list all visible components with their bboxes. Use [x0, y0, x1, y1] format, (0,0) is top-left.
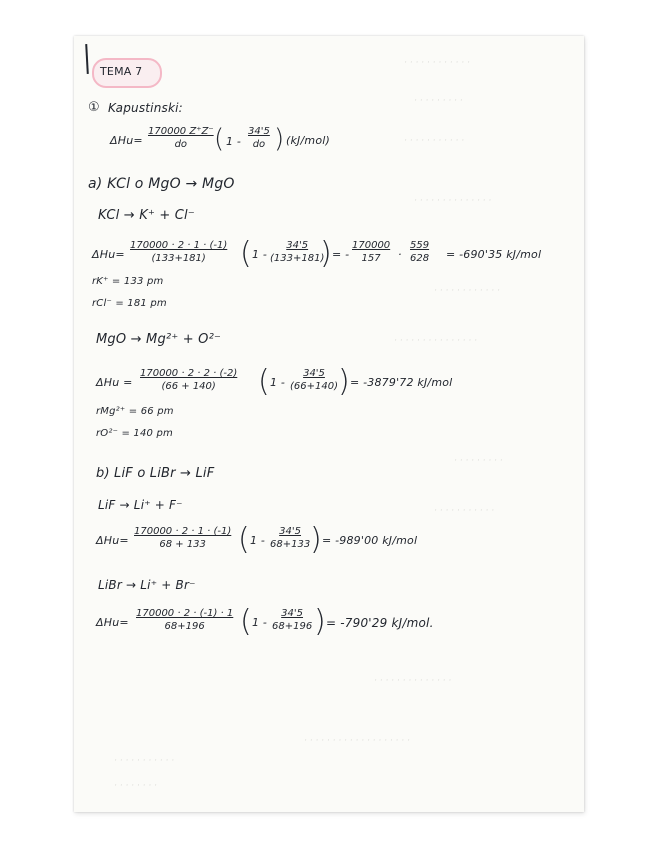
bleed-through-text: · · · · · · · · · · · · — [434, 286, 500, 296]
circled-number-icon: ① — [88, 100, 100, 115]
part-b-heading: b) LiF o LiBr → LiF — [96, 466, 215, 481]
paren-open: ( — [258, 364, 270, 399]
radius-k: rK⁺ = 133 pm — [92, 276, 164, 287]
part-b-dissociation-2: LiBr → Li⁺ + Br⁻ — [98, 578, 196, 592]
paren-close: ) — [274, 124, 285, 154]
bleed-through-text: · · · · · · · · · · · · · · · · · · · — [304, 736, 410, 746]
paren-open: ( — [238, 522, 250, 557]
paren-pre: 1 - — [252, 616, 268, 629]
bleed-through-text: · · · · · · · · · · · · — [404, 58, 470, 68]
paren-close: ) — [314, 604, 326, 639]
paren-open: ( — [214, 124, 225, 154]
formula-fraction: $\frac{170000 Z^+Z^-}{do}$ — [148, 126, 214, 150]
paren-pre: 1 - — [252, 248, 268, 261]
calc-a2-result: = -3879'72 kJ/mol — [350, 376, 453, 389]
paren-close: ) — [320, 236, 332, 271]
paren-open: ( — [240, 236, 252, 271]
margin-mark — [85, 44, 89, 74]
calc-b1-lhs: ΔHu= — [96, 534, 129, 547]
radius-mg: rMg²⁺ = 66 pm — [96, 406, 174, 417]
paren-pre: 1 - — [250, 534, 266, 547]
bleed-through-text: · · · · · · · · · · · — [114, 756, 175, 766]
calc-b1-result: = -989'00 kJ/mol — [322, 534, 418, 547]
section-heading: Kapustinski: — [108, 101, 183, 115]
calc-a2-lhs: ΔHu = — [96, 376, 133, 389]
formula-lhs: ΔHu= — [110, 134, 143, 147]
bleed-through-text: · · · · · · · · — [114, 781, 157, 791]
notebook-page — [74, 36, 584, 812]
bleed-through-text: · · · · · · · · · · · — [434, 506, 495, 516]
paren-close: ) — [310, 522, 322, 557]
part-a-heading: a) KCl o MgO → MgO — [88, 176, 235, 192]
calc-a1-result: = -690'35 kJ/mol — [446, 248, 542, 261]
calc-a1-fraction-3: $\frac{559}{628}$ — [410, 240, 430, 264]
paren-close: ) — [338, 364, 350, 399]
paren-fraction: $\frac{34'5}{do}$ — [248, 126, 270, 150]
calc-b2-paren-fraction: $\frac{34'5}{68+196}$ — [272, 608, 313, 632]
calc-a2-fraction: $\frac{170000 \cdot 2 \cdot 2 \cdot (-2)}{(66 + 140)}$ — [140, 368, 238, 392]
bleed-through-text: · · · · · · · · · · · — [404, 136, 465, 146]
part-b-dissociation-1: LiF → Li⁺ + F⁻ — [98, 498, 183, 512]
calc-b2-fraction: $\frac{170000 \cdot 2 \cdot (-1) \cdot 1}{68+196}$ — [136, 608, 234, 632]
calc-b1-paren-fraction: $\frac{34'5}{68+133}$ — [270, 526, 311, 550]
calc-b1-fraction: $\frac{170000 \cdot 2 \cdot 1 \cdot (-1)}{68 + 133}$ — [134, 526, 232, 550]
calc-a1-paren-fraction: $\frac{34'5}{(133+181)}$ — [270, 240, 325, 264]
multiply-dot: · — [398, 248, 402, 261]
part-a-dissociation-1: KCl → K⁺ + Cl⁻ — [98, 208, 195, 223]
calc-a2-paren-fraction: $\frac{34'5}{(66+140)}$ — [290, 368, 338, 392]
calc-b2-lhs: ΔHu= — [96, 616, 129, 629]
paren-pre: 1 - — [226, 135, 242, 148]
calc-a1-mid: = - — [332, 248, 350, 261]
radius-o: rO²⁻ = 140 pm — [96, 428, 173, 439]
part-a-dissociation-2: MgO → Mg²⁺ + O²⁻ — [96, 332, 222, 347]
calc-b2-result: = -790'29 kJ/mol. — [326, 616, 434, 630]
paren-open: ( — [240, 604, 252, 639]
bleed-through-text: · · · · · · · · · — [454, 456, 503, 466]
paren-pre: 1 - — [270, 376, 286, 389]
calc-a1-fraction: $\frac{170000 \cdot 2 \cdot 1 \cdot (-1)}{(133+181)}$ — [130, 240, 228, 264]
calc-a1-lhs: ΔHu= — [92, 248, 125, 261]
calc-a1-fraction-2: $\frac{170000}{157}$ — [352, 240, 391, 264]
radius-cl: rCl⁻ = 181 pm — [92, 298, 167, 309]
bleed-through-text: · · · · · · · · · · · · · · · — [394, 336, 477, 346]
formula-units: (kJ/mol) — [286, 134, 331, 147]
bleed-through-text: · · · · · · · · · — [414, 96, 463, 106]
bleed-through-text: · · · · · · · · · · · · · · — [374, 676, 452, 686]
bleed-through-text: · · · · · · · · · · · · · · — [414, 196, 492, 206]
page-title: TEMA 7 — [100, 65, 143, 78]
